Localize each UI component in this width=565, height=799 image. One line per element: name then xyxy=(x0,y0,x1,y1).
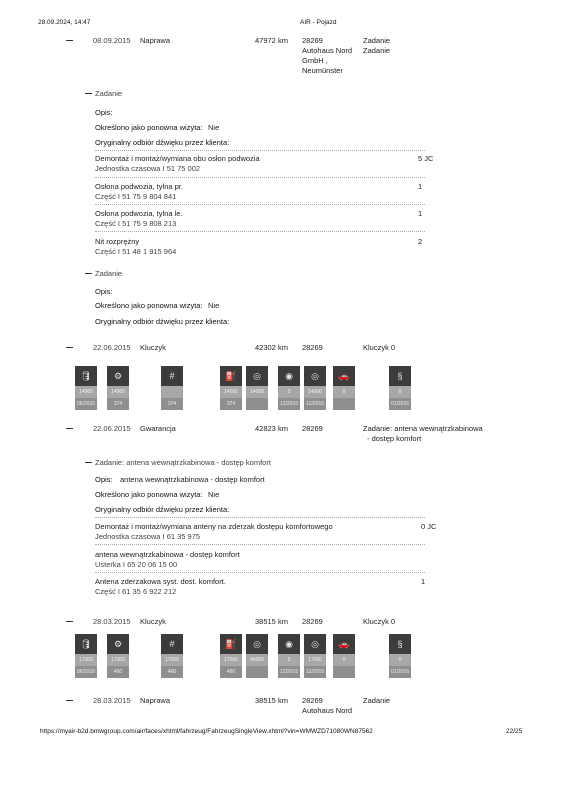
entry-extra: Zadanie xyxy=(363,36,391,45)
entry-km: 38515 km xyxy=(255,617,288,626)
item-ref: Część I 51 75 9 804 841 xyxy=(95,192,177,201)
tile-due xyxy=(333,398,355,410)
tile-due: 374 xyxy=(107,398,129,410)
item-name: Antena zderzakowa syst. dost. komfort. xyxy=(95,577,226,586)
tile-interval: 14000 xyxy=(220,386,242,398)
spark-plug-icon: ⚙ xyxy=(107,634,129,654)
tile-interval: 0 xyxy=(278,386,300,398)
service-tile xyxy=(75,634,97,678)
entry-dealer: Autohaus Nord xyxy=(302,706,353,715)
service-tile xyxy=(304,366,326,410)
vehicle-check-icon: 🚗 xyxy=(333,366,355,386)
tile-interval: 14000 xyxy=(75,386,97,398)
entry-dealer: GmbH , xyxy=(302,56,328,65)
vehicle-check-icon: 🚗 xyxy=(333,634,355,654)
print-title: AIR - Pojazd xyxy=(300,19,337,26)
opis-value: antena wewnątrzkabinowa - dostęp komfort xyxy=(120,475,265,484)
item-name: Osłona podwozia, tylna pr. xyxy=(95,182,183,191)
service-tile xyxy=(246,366,268,410)
entry-date: 28.03.2015 xyxy=(93,617,131,626)
entry-type: Naprawa xyxy=(140,696,171,705)
sound-label: Oryginalny odbiór dźwięku przez klienta: xyxy=(95,138,230,147)
item-ref: Część I 61 35 6 922 212 xyxy=(95,587,177,596)
tile-interval: 17000 xyxy=(75,654,97,666)
task-title: Zadanie: antena wewnątrzkabinowa - dostęp komfort xyxy=(95,458,271,467)
item-qty: 5 JC xyxy=(418,154,434,163)
entry-code: 28269 xyxy=(302,343,323,352)
brake-rear-icon: ◎ xyxy=(304,366,326,386)
tile-due: 12/2015 xyxy=(278,398,300,410)
item-ref: Jednostka czasowa I 51 75 002 xyxy=(95,164,201,173)
opis-label: Opis: xyxy=(95,287,113,296)
task-title: Zadanie xyxy=(95,89,123,98)
item-name: Nit rozprężny xyxy=(95,237,140,246)
tile-interval: 14000 xyxy=(304,386,326,398)
brake-disc-icon: ◉ xyxy=(278,634,300,654)
opis-label: Opis: xyxy=(95,108,113,117)
entry-date: 28.03.2015 xyxy=(93,696,131,705)
collapse-toggle[interactable] xyxy=(66,40,73,41)
entry-extra: Zadanie xyxy=(363,46,391,55)
tile-due: 12/2015 xyxy=(278,666,300,678)
opis-label: Opis: xyxy=(95,475,113,484)
service-tile xyxy=(278,634,300,678)
service-tile xyxy=(278,366,300,410)
tile-interval: 0 xyxy=(333,654,355,666)
tile-due: 460 xyxy=(107,666,129,678)
entry-code: 28269 xyxy=(302,36,323,45)
print-url: https://myair-b2d.bmwgroup.com/air/faces/xhtml/fahrzeug/FahrzeugSingleView.xhtml?vin=WMWZD71080WN87562 xyxy=(40,728,373,735)
item-name: Demontaż i montaż/wymiana obu osłon podwozia xyxy=(95,154,260,163)
page-number: 22/25 xyxy=(506,728,523,735)
brake-rear-icon: ◎ xyxy=(304,634,326,654)
collapse-toggle[interactable] xyxy=(66,621,73,622)
fuel-filter-icon: ⛽ xyxy=(220,366,242,386)
tile-due: 06/2016 xyxy=(75,666,97,678)
entry-km: 42823 km xyxy=(255,424,288,433)
item-ref: Jednostka czasowa I 61 35 975 xyxy=(95,532,201,541)
entry-dealer: Autohaus Nord xyxy=(302,46,353,55)
sound-label: Oryginalny odbiór dźwięku przez klienta: xyxy=(95,317,230,326)
repeat-visit-value: Nie xyxy=(208,490,220,499)
entry-type: Kluczyk xyxy=(140,617,166,626)
item-name: Osłona podwozia, tylna le. xyxy=(95,209,183,218)
brake-front-icon: ◎ xyxy=(246,634,268,654)
tile-due: 12/2016 xyxy=(304,666,326,678)
tile-due xyxy=(246,666,268,678)
tile-due: 01/2016 xyxy=(389,398,411,410)
tile-due xyxy=(333,666,355,678)
entry-code: 28269 xyxy=(302,617,323,626)
task-toggle[interactable] xyxy=(85,273,92,274)
repeat-visit-value: Nie xyxy=(208,123,220,132)
brake-disc-icon: ◉ xyxy=(278,366,300,386)
entry-date: 22.06.2015 xyxy=(93,343,131,352)
tile-interval: 0 xyxy=(278,654,300,666)
entry-extra: Zadanie: antena wewnątrzkabinowa xyxy=(363,424,483,433)
entry-extra: Kluczyk 0 xyxy=(363,343,396,352)
service-tile xyxy=(220,634,242,678)
tile-due: 06/2016 xyxy=(75,398,97,410)
service-tile xyxy=(333,366,355,410)
tile-interval xyxy=(161,386,183,398)
tile-interval: 0 xyxy=(389,386,411,398)
print-datetime: 28.09.2024, 14:47 xyxy=(38,19,91,26)
tile-interval: 17000 xyxy=(161,654,183,666)
tile-interval: 14000 xyxy=(246,386,268,398)
tile-interval: 0 xyxy=(389,654,411,666)
oil-can-icon: 🛢 xyxy=(75,634,97,654)
item-ref: Część I 51 48 1 915 964 xyxy=(95,247,177,256)
task-toggle[interactable] xyxy=(85,462,92,463)
item-qty: 0 JC xyxy=(421,522,437,531)
service-tile xyxy=(161,366,183,410)
item-ref: Usterka I 65 20 06 15 00 xyxy=(95,560,178,569)
brake-fluid-icon: # xyxy=(161,634,183,654)
entry-type: Kluczyk xyxy=(140,343,166,352)
inspection-icon: § xyxy=(389,366,411,386)
item-qty: 1 xyxy=(418,209,423,218)
item-qty: 1 xyxy=(418,182,423,191)
entry-type: Gwarancja xyxy=(140,424,176,433)
repeat-visit-label: Określono jako ponowna wizyta: xyxy=(95,123,203,132)
entry-date: 08.09.2015 xyxy=(93,36,131,45)
entry-code: 28269 xyxy=(302,424,323,433)
service-tile xyxy=(333,634,355,678)
sound-label: Oryginalny odbiór dźwięku przez klienta: xyxy=(95,505,230,514)
collapse-toggle[interactable] xyxy=(66,347,73,348)
repeat-visit-label: Określono jako ponowna wizyta: xyxy=(95,301,203,310)
service-tile xyxy=(389,366,411,410)
entry-type: Naprawa xyxy=(140,36,171,45)
entry-date: 22.06.2015 xyxy=(93,424,131,433)
tile-interval: 14000 xyxy=(107,386,129,398)
entry-km: 47972 km xyxy=(255,36,288,45)
item-ref: Część I 51 75 9 808 213 xyxy=(95,219,177,228)
item-name: antena wewnątrzkabinowa - dostęp komfort xyxy=(95,550,240,559)
service-tile xyxy=(220,366,242,410)
entry-extra: - dostęp komfort xyxy=(367,434,422,443)
inspection-icon: § xyxy=(389,634,411,654)
service-tile xyxy=(304,634,326,678)
entry-km: 42302 km xyxy=(255,343,288,352)
service-tile xyxy=(107,634,129,678)
tile-interval: 17000 xyxy=(304,654,326,666)
tile-interval: 17000 xyxy=(220,654,242,666)
tile-due: 12/2016 xyxy=(304,398,326,410)
spark-plug-icon: ⚙ xyxy=(107,366,129,386)
entry-km: 38515 km xyxy=(255,696,288,705)
repeat-visit-label: Określono jako ponowna wizyta: xyxy=(95,490,203,499)
tile-interval: 46000 xyxy=(246,654,268,666)
tile-due: 460 xyxy=(161,666,183,678)
tile-due: 374 xyxy=(161,398,183,410)
service-tile xyxy=(107,366,129,410)
service-tile xyxy=(389,634,411,678)
entry-dealer: Neumünster xyxy=(302,66,343,75)
tile-due xyxy=(246,398,268,410)
item-qty: 1 xyxy=(421,577,426,586)
repeat-visit-value: Nie xyxy=(208,301,220,310)
collapse-toggle[interactable] xyxy=(66,700,73,701)
tile-interval: 0 xyxy=(333,386,355,398)
task-title: Zadanie xyxy=(95,269,123,278)
entry-extra: Kluczyk 0 xyxy=(363,617,396,626)
collapse-toggle[interactable] xyxy=(66,428,73,429)
oil-can-icon: 🛢 xyxy=(75,366,97,386)
entry-code: 28269 xyxy=(302,696,323,705)
tile-due: 01/2016 xyxy=(389,666,411,678)
entry-extra: Zadanie xyxy=(363,696,391,705)
tile-due: 460 xyxy=(220,666,242,678)
service-tile xyxy=(246,634,268,678)
item-name: Demontaż i montaż/wymiana anteny na zderzak dostępu komfortowego xyxy=(95,522,333,531)
tile-interval: 17000 xyxy=(107,654,129,666)
brake-fluid-icon: # xyxy=(161,366,183,386)
tile-due: 374 xyxy=(220,398,242,410)
service-tile xyxy=(161,634,183,678)
brake-front-icon: ◎ xyxy=(246,366,268,386)
service-tile xyxy=(75,366,97,410)
item-qty: 2 xyxy=(418,237,423,246)
task-toggle[interactable] xyxy=(85,93,92,94)
fuel-filter-icon: ⛽ xyxy=(220,634,242,654)
